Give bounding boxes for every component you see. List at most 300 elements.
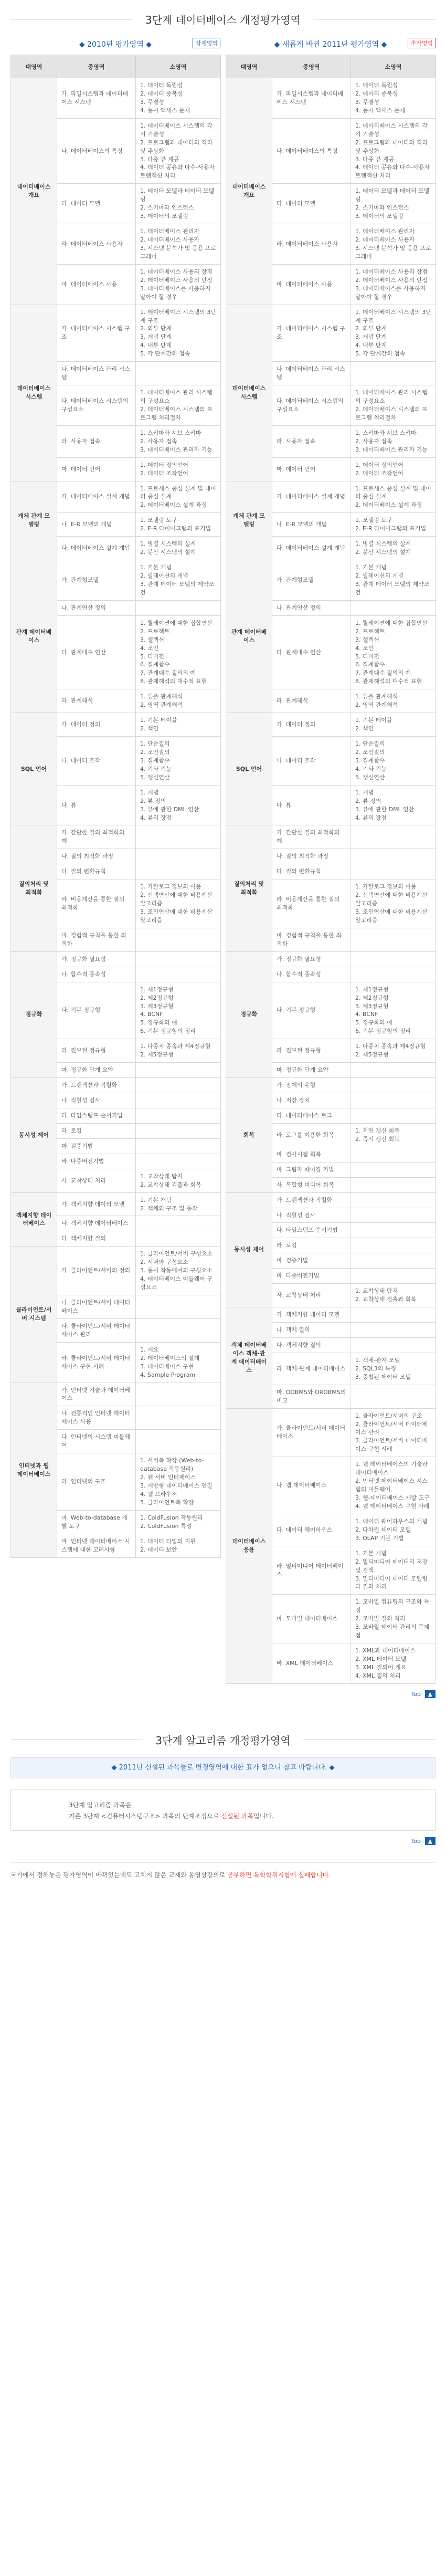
sub-item: 1. 프로세스 중심 설계 및 데이터 중심 설계 [355,485,431,500]
mid-cell: 가. 간단한 질의 최적화의 예 [272,825,351,849]
area-cell: 개체 관계 모델링 [226,481,272,560]
sub-item: 1. 클라이언트/서버 구성요소 [140,1250,213,1258]
sub-cell [351,785,436,825]
sub-item: 1. 기본 개념 [140,1196,172,1203]
sub-cell [136,1383,221,1406]
sub-item: 1. 스키마와 서브 스키마 [355,429,417,436]
sub-item: 3. 모바일 데이터 관리의 문제점 [355,1624,430,1639]
area-cell: 동시성 제어 [11,1078,57,1193]
table-header-row [226,55,436,78]
sub-cell [136,1406,221,1430]
sub-item: 2. 제5정규형 [355,1051,389,1059]
sub-item: 1. XML과 데이터베이스 [355,1647,416,1654]
table-row [226,713,436,737]
sub-item: 1. 데이터베이스 관리 시스템의 구성요소 [140,389,213,404]
sub-item: 3. 웹-데이터베이스 개발 도구 [355,1494,430,1501]
column-title-2010: ◆ 2010년 평가영역 ◆ [79,40,152,49]
sub-cell [136,785,221,825]
sub-cell [136,1453,221,1511]
sub-item: 2. 뷰 정의 [355,797,381,804]
sub-item: 1. 스키마와 서브 스키마 [140,429,201,436]
sub-item: 3. 개방형 데이터베이스 연결 [140,1482,213,1489]
mid-cell: 나. 객체 질의 [272,1323,351,1338]
sub-cell [351,982,436,1039]
sub-item: 2. 선택연산에 대한 비용계산 알고리즘 [140,892,213,907]
table-row [226,1307,436,1323]
sub-item: 1. 모델링 도구 [140,517,177,524]
sub-cell [351,1284,436,1307]
mid-cell: 나. 질의 최적화 과정 [57,849,136,864]
top-button[interactable]: ▲ [425,1837,436,1845]
sub-item: 3. 데이터베이스 구현 [140,1363,194,1370]
sub-cell [351,1307,436,1323]
sub-item: 4. 동시 액세스 문제 [140,107,190,114]
sub-item: 2. 스키마와 인스턴스 [355,204,409,212]
mid-cell: 나. 관계연산 정의 [272,600,351,615]
sub-item: 2. 색인 [355,725,374,732]
sub-cell [136,1295,221,1319]
sub-cell [351,184,436,224]
area-cell: 정규화 [226,951,272,1077]
column-title-text: 2010년 평가영역 [87,40,144,49]
sub-item: 2. 데이터 조작언어 [355,469,403,477]
mid-cell: 나. E-R 모델의 개념 [272,513,351,537]
section-title-bar [0,0,446,37]
sub-item: 2. 데이터베이스 사용의 단점 [355,276,428,284]
sub-item: 1. 개요 [140,1346,159,1353]
sub-item: 1. 데이터 독립성 [140,82,183,89]
sub-item: 4. 기타 기능 [140,765,172,772]
table-row [11,713,221,737]
sub-cell [136,879,221,928]
mid-cell: 나. E-R 모델의 개념 [57,513,136,537]
sub-cell [351,1595,436,1643]
sub-cell [351,1353,436,1385]
mid-cell: 나. 직렬성 검사 [57,1093,136,1108]
sub-item: 5. 정규화의 예 [355,1019,392,1027]
sub-item: 4. 내부 단계 [355,342,387,349]
table-row [11,1247,221,1295]
table-row [11,825,221,849]
sub-cell [136,1342,221,1383]
sub-cell [136,1534,221,1557]
sub-item: 3. 집계함수 [355,757,385,764]
sub-cell [136,825,221,849]
page-title: 3단계 데이터베이스 개정평가영역 [133,12,313,27]
sub-cell [136,1123,221,1138]
sub-cell [136,849,221,864]
mid-cell: 가. 객체지향 데이터 모델 [272,1307,351,1323]
sub-item: 2. 외부 단계 [355,325,387,332]
mid-cell: 가. 파일시스템과 데이터베이스 시스템 [272,78,351,119]
sub-cell [136,118,221,184]
mid-cell: 라. 데이터베이스 사용자 [272,224,351,265]
sub-cell [351,849,436,864]
sub-item: 2. 스키마와 인스턴스 [140,204,194,212]
sub-item: 2. 분산 시스템의 설계 [355,549,411,556]
sub-item: 3. 시스템 분석가 및 응용 프로그래머 [140,244,216,260]
sub-item: 4. 조인 [355,644,374,652]
table-row [226,1408,436,1457]
top-link[interactable]: Top [411,1837,421,1845]
mid-cell: 라. 비용계산을 통한 질의 최적화 [57,879,136,928]
sub-cell [136,864,221,879]
sub-item: 2. 제2정규형 [355,994,389,1001]
sub-cell [351,224,436,265]
sub-cell [351,1253,436,1269]
sub-item: 3. 뷰에 관한 DML 연산 [355,805,415,813]
sub-cell [351,1123,436,1147]
sub-cell [351,1457,436,1514]
sub-item: 1. 데이터베이스 관리자 [140,228,200,235]
footer-warning: 공부하면 독학학위시험에 실패합니다. [227,1871,331,1879]
mid-cell: 가. 객체지향 데이터 모델 [57,1192,136,1216]
mid-cell: 나. 함수적 종속성 [272,967,351,982]
mid-cell: 가. 클라이언트/서버 데이터베이스 [272,1408,351,1457]
sub-item: 4. 웹 데이터베이스 구현 사례 [355,1502,430,1510]
sub-item: 1. 병렬 시스템의 설계 [355,540,411,548]
sub-item: 2. 데이터베이스 사용의 단점 [140,276,213,284]
sub-cell [351,737,436,786]
sub-item: 5. 갱신연산 [355,773,385,781]
sub-item: 1. 클라이언트/서버의 구조 [355,1412,422,1419]
sub-cell [351,362,436,385]
sub-item: 5. 갱신연산 [140,773,170,781]
table-row [226,481,436,513]
sub-cell [351,928,436,951]
sub-cell [351,78,436,119]
sub-cell [351,967,436,982]
column-title-text: 새롭게 바뀐 2011년 평가영역 [282,40,379,49]
sub-cell [351,1643,436,1684]
sub-item: 2. 교착상태 검출과 회복 [140,1181,201,1188]
sub-item: 3. 데이터의 모델링 [355,213,403,220]
header-sub: 소영역 [136,55,221,78]
sub-cell [136,1108,221,1123]
sub-item: 1. 교착상태 탐지 [140,1172,183,1180]
sub-item: 1. 객체-관계 모델 [355,1356,400,1364]
mid-cell: 가. 데이터베이스 시스템 구조 [272,305,351,362]
mid-cell: 가. 정규화 필요성 [272,951,351,967]
table-row [226,825,436,849]
sub-cell [351,1385,436,1408]
sub-cell [136,481,221,513]
sub-cell [136,1078,221,1093]
sub-cell [351,825,436,849]
sub-item: 3. 시스템 분석가 및 응용 프로그래머 [355,244,431,260]
sub-item: 3. 중첩된 데이터 모델 [355,1373,411,1380]
sub-item: 1. 제1정규형 [355,986,389,993]
table-2011 [226,55,436,1684]
mid-cell: 다. 타임스탬프 순서기법 [57,1108,136,1123]
mid-cell: 가. 파일시스템과 데이터베이스 시스템 [57,78,136,119]
sub-item: 1. 교착상태 탐지 [355,1287,398,1295]
sub-cell [136,305,221,362]
mid-cell: 바. 그림자 페이징 기법 [272,1162,351,1177]
area-cell: 동시성 제어 [226,1192,272,1307]
mid-cell: 라. 로그를 이용한 회복 [272,1123,351,1147]
sub-cell [351,425,436,457]
sub-item: 1. 다중치 종속과 제4정규형 [140,1043,211,1050]
sub-cell [351,1063,436,1078]
top-link[interactable]: Top [411,1690,421,1698]
sub-item: 4. XML 질의 처리 [355,1672,401,1679]
area-cell: 정규화 [11,951,57,1077]
sub-item: 3. 데이터베이스 관리자 기능 [140,446,213,453]
sub-cell [351,1546,436,1595]
column-title-2011: ◆ 새롭게 바뀐 2011년 평가영역 ◆ [274,40,387,49]
sub-item: 1. 데이터 모델과 데이터 모델링 [355,187,430,203]
sub-cell [136,1430,221,1453]
table-row [226,78,436,119]
sub-item: 5. 각 단계간의 접속 [355,350,406,358]
sub-cell [136,1039,221,1063]
sub-item: 4. Sample Program [140,1371,196,1378]
sub-cell [136,1192,221,1216]
header-mid: 중영역 [272,55,351,78]
area-cell: 질의처리 및 최적화 [226,825,272,951]
sub-item: 1. 기본 테이블 [140,717,177,724]
sub-item: 3. 데이터베이스 관리자 기능 [355,446,428,453]
sub-item: 3. 무결성 [140,98,164,106]
sub-cell [351,1162,436,1177]
deleted-badge: 삭제영역 [193,38,220,48]
sub-item: 4. 데이터 공유와 다수-사용자트랜잭션 처리 [140,164,215,180]
sub-item: 4. 웹 브라우저 [140,1490,177,1498]
mid-cell: 다. 데이터베이스 설계 개념 [272,537,351,560]
sub-cell [136,385,221,426]
sub-item: 1. 기본 개념 [140,564,172,571]
mid-cell: 다. 인터넷의 시스템 미들웨어 [57,1430,136,1453]
sub-item: 1. 기본 테이블 [355,717,392,724]
sub-item: 2. 클라이언트/서버 데이터베이스 관리 [355,1420,428,1436]
mid-cell: 사. 교착상태 처리 [272,1284,351,1307]
area-cell: 관계 데이터베이스 [226,560,272,713]
mid-cell: 가. 관계형모델 [57,560,136,601]
sub-cell [136,1154,221,1169]
sub-item: 3. 조인연산에 대한 비용계산 알고리즘 [355,908,428,924]
mid-cell: 다. 질의 변환규칙 [272,864,351,879]
column-header-2011 [226,37,436,50]
sub-cell [136,1510,221,1534]
area-cell: 데이터베이스 응용 [226,1408,272,1683]
sub-cell [351,1108,436,1123]
sub-cell [136,615,221,689]
sub-item: 1. 병렬 시스템의 설계 [140,540,196,548]
mid-cell: 나. 저장 장치 [272,1093,351,1108]
notice-text: 2011년 신설된 과목들로 변경영역에 대한 표가 없으니 참고 바랍니다. [119,1763,327,1772]
section-title-bar [0,1721,446,1757]
sub-cell [136,713,221,737]
sub-item: 1. 데이터베이스 시스템의 3단계 구조 [355,308,431,324]
sub-item: 1. 데이터베이스 사용의 장점 [355,268,428,275]
sub-item: 2. ColdFusion 특성 [140,1522,192,1530]
sub-cell [136,1063,221,1078]
algorithm-text: 기존 3단계 <컴퓨터시스템구조> 과목의 단계조정으로 [69,1813,221,1820]
sub-item: 1. 데이터 독립성 [355,82,398,89]
sub-item: 2. 데이터베이스 설계 과정 [140,501,207,509]
sub-cell [136,1093,221,1108]
mid-cell: 라. 인터넷의 구조 [57,1453,136,1511]
area-cell: SQL 언어 [11,713,57,825]
sub-item: 2. 데이터 보안 [140,1546,177,1553]
mid-cell: 가. 데이터 정의 [272,713,351,737]
sub-item: 2. XML 데이터 모델 [355,1656,407,1662]
column-header-2010 [10,37,220,50]
sub-item: 1. 다중치 종속과 제4정규형 [355,1043,426,1050]
sub-cell [136,600,221,615]
sub-cell [136,1231,221,1247]
sub-item: 2. 웹 서버 인터페이스 [140,1474,196,1481]
table-header-row [11,55,221,78]
sub-cell [351,1223,436,1238]
sub-item: 1. 지연 갱신 회복 [355,1127,400,1134]
sub-item: 2. 모바일 질의 처리 [355,1615,406,1622]
sub-item: 2. 뷰 정의 [140,797,166,804]
sub-item: 2. 인터넷 데이터베이스 시스템의 미들웨어 [355,1478,428,1493]
mid-cell: 마. 경험적 규칙을 통한 최적화 [57,928,136,951]
sub-cell [351,713,436,737]
sub-item: 3. 집계함수 [140,757,170,764]
sub-item: 8. 관계해석의 대수적 표현 [355,678,422,685]
column-2011 [226,37,436,1684]
section-title: 3단계 알고리즘 개정평가영역 [143,1732,303,1747]
mid-cell: 가. 데이터베이스 설계 개념 [272,481,351,513]
mid-cell: 마. 모바일 데이터베이스 [272,1595,351,1643]
sub-cell [136,967,221,982]
sub-item: 3. 동시 작동에서의 구성요소 [140,1267,213,1274]
top-link-row [0,1684,446,1705]
sub-item: 1. 개념 [355,789,374,796]
sub-item: 1. 데이터베이스 시스템의 각기 기술성 [140,122,213,138]
table-row [11,951,221,967]
sub-item: 2. 프로젝트 [140,627,170,635]
sub-cell [351,1093,436,1108]
mid-cell: 나. 클라이언트/서버 데이터베이스 [57,1295,136,1319]
mid-cell: 바. XML 데이터베이스 [272,1643,351,1684]
table-row [11,481,221,513]
sub-cell [136,951,221,967]
sub-item: 5. 정규화의 예 [140,1019,177,1027]
sub-item: 1. 데이터 웨어하우스의 개념 [355,1517,428,1525]
table-row [11,1383,221,1406]
sub-item: 1. 개념 [140,789,159,796]
sub-item: 2. 제5정규형 [140,1051,174,1059]
algorithm-line-1: 3단계 알고리즘 과목은 [69,1801,132,1809]
sub-cell [351,264,436,305]
sub-item: 1. 데이터베이스 시스템의 각기 기술성 [355,122,428,138]
sub-item: 4. BCNF [140,1011,163,1018]
area-cell: 데이터베이스 시스템 [11,305,57,481]
sub-item: 7. 관계대수 질의의 예 [355,669,411,677]
mid-cell: 라. 클라이언트/서버 데이터베이스 구현 시례 [57,1342,136,1383]
mid-cell: 다. 객체지향 질의 [57,1231,136,1247]
footer-note [10,1862,436,1887]
mid-cell: 다. 뷰 [57,785,136,825]
sub-cell [351,481,436,513]
sub-cell [351,118,436,184]
sub-cell [351,513,436,537]
mid-cell: 라. 사용자 접속 [272,425,351,457]
table-row [11,305,221,362]
sub-cell [351,560,436,601]
sub-item: 7. 관계대수 질의의 예 [140,669,196,677]
sub-cell [136,928,221,951]
sub-item: 1. 카탈로그 정보의 이용 [355,883,417,891]
area-cell: 데이터베이스 시스템 [226,305,272,481]
sub-item: 1. 단순질의 [355,740,385,747]
sub-item: 6. 기본 정규형의 정리 [140,1028,196,1035]
mid-cell: 나. 데이터베이스의 특징 [57,118,136,184]
area-cell: 질의처리 및 최적화 [11,825,57,951]
sub-item: 2. 데이터베이스 설계 과정 [355,501,422,509]
mid-cell: 사. 교착상태 처리 [57,1169,136,1192]
area-cell: 객체 데이터베이스 객체-관계 데이터베이스 [226,1307,272,1409]
sub-item: 2. 릴레이션의 개념 [140,572,188,579]
sub-item: 5. 디비전 [140,653,164,660]
sub-item: 2. 데이터베이스 시스템의 프로그램 처리절차 [355,405,428,421]
sub-item: 3. 개념 단계 [355,333,387,341]
mid-cell: 마. 정규화 단계 요약 [272,1063,351,1078]
mid-cell: 다. 데이터 모델 [57,184,136,224]
table-row [11,1078,221,1093]
area-cell: 객체지향 데이터베이스 [11,1192,57,1247]
mid-cell: 나. 데이터 조작 [57,737,136,786]
mid-cell: 나. 데이터베이스의 특징 [272,118,351,184]
sub-item: 2. 다차원 데이터 모델 [355,1526,411,1533]
mid-cell: 가. 데이터 정의 [57,713,136,737]
sub-item: 1. 데이터베이스 사용의 장점 [140,268,213,275]
sub-cell [136,513,221,537]
sub-item: 2. 서버와 구성요소 [140,1259,188,1266]
mid-cell: 가. 트랜잭션과 직렬화 [57,1078,136,1093]
sub-item: 1. 제1정규형 [140,986,174,993]
sub-item: 1. 모바일 컴퓨팅의 구조와 특징 [355,1598,430,1614]
sub-item: 2. 제2정규형 [140,994,174,1001]
sub-cell [351,1269,436,1284]
mid-cell: 마. Web-to-database 개발 도구 [57,1510,136,1534]
mid-cell: 가. 인터넷 기술과 데이터베이스 [57,1383,136,1406]
sub-item: 4. 데이터베이스 미들웨어 구성요소 [140,1275,213,1291]
notice-bar: ◆ 2011년 신설된 과목들로 변경영역에 대한 표가 없으니 참고 바랍니다. ◆ [10,1757,436,1778]
mid-cell: 라. 로킹 [272,1238,351,1253]
sub-item: 2. 프로젝트 [355,627,385,635]
sub-item: 3. 멀티미디어 데이터 모델링과 질의 처리 [355,1575,428,1590]
sub-item: 8. 관계해석의 대수적 표현 [140,678,207,685]
sub-cell [351,385,436,426]
table-row [226,1192,436,1208]
mid-cell: 나. 직렬성 검사 [272,1208,351,1223]
mid-cell: 사. 복합형 미디어 회복 [272,1177,351,1192]
sub-cell [351,879,436,928]
sub-item: 5. 클라이언트측 확장 [140,1499,194,1506]
sub-item: 2. 데이터 조작언어 [140,469,188,477]
sub-cell [351,1177,436,1192]
sub-cell [136,224,221,265]
algorithm-info-box [10,1789,436,1831]
sub-item: 1. 기본 개념 [355,564,387,571]
sub-cell [136,362,221,385]
mid-cell: 가. 관계형모델 [272,560,351,601]
sub-cell [351,864,436,879]
sub-item: 1. 데이터 정의언어 [140,461,188,468]
mid-cell: 라. 진보된 정규형 [272,1039,351,1063]
mid-cell: 마. 경험적 규칙을 통한 최적화 [272,928,351,951]
mid-cell: 마. 검증기법 [272,1253,351,1269]
mid-cell: 마. 데이터베이스 사용 [57,264,136,305]
top-button[interactable]: ▲ [425,1690,436,1698]
sub-item: 1. 데이터 모델과 데이터 모델링 [140,187,215,203]
